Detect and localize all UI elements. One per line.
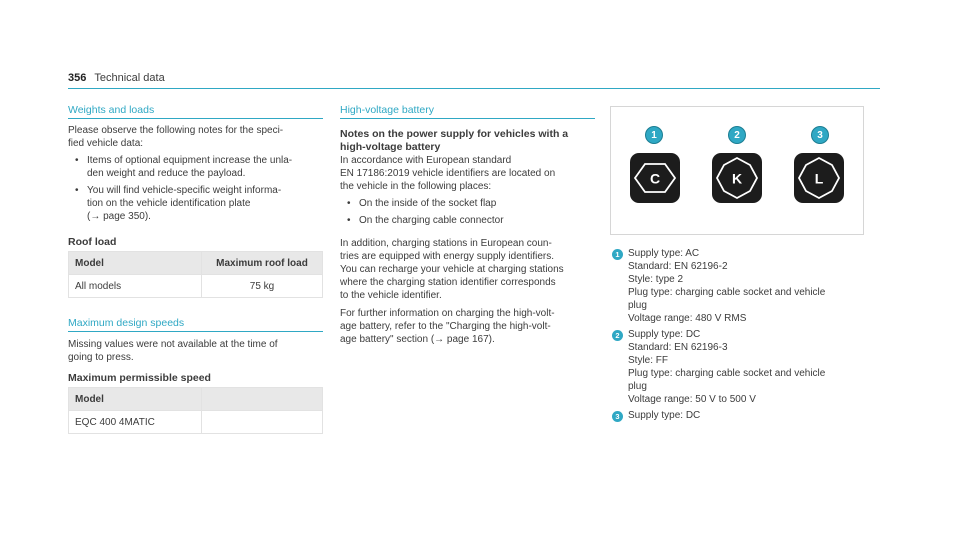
battery-sub-1: Notes on the power supply for vehicles with a — [340, 128, 569, 140]
battery-p2-2: tries are equipped with energy supply identifiers. — [340, 251, 555, 262]
legend-2-icon: 2 — [612, 330, 623, 341]
battery-bullet-2: • On the charging cable connector — [359, 215, 504, 228]
legend-2-line-4: Plug type: charging cable socket and vehicle — [628, 368, 826, 379]
roof-load-table — [68, 251, 323, 298]
roof-table-cell-model: All models — [69, 275, 202, 298]
weights-bullet-2-line-3[interactable]: (→ page 350). — [87, 211, 151, 222]
legend-1-line-4: Plug type: charging cable socket and vehicle — [628, 287, 826, 298]
battery-p1-1: In accordance with European standard — [340, 155, 512, 166]
legend-1-line-1: Supply type: AC — [628, 248, 700, 259]
header-divider — [68, 88, 880, 89]
page-header-title: Technical data — [94, 72, 165, 84]
identifier-k-letter: K — [731, 170, 743, 187]
battery-p2-1: In addition, charging stations in European coun- — [340, 238, 552, 249]
identifier-l-icon — [794, 153, 844, 203]
legend-2-line-2: Standard: EN 62196-3 — [628, 342, 728, 353]
battery-heading-line — [340, 118, 595, 119]
page-number: 356 — [68, 72, 87, 84]
max-speed-table — [68, 387, 323, 434]
weights-heading: Weights and loads — [68, 104, 155, 116]
legend-3-icon: 3 — [612, 411, 623, 422]
legend-2-line-3: Style: FF — [628, 355, 669, 366]
weights-intro-2: fied vehicle data: — [68, 138, 144, 149]
speeds-heading-line — [68, 331, 323, 332]
roof-load-heading: Roof load — [68, 236, 117, 248]
callout-1-icon: 1 — [645, 126, 663, 144]
callout-2-icon: 2 — [728, 126, 746, 144]
battery-bullet-1: • On the inside of the socket flap — [359, 198, 496, 211]
battery-p3-2: age battery, refer to the "Charging the high-volt- — [340, 321, 551, 332]
roof-table-cell-value: 75 kg — [202, 275, 323, 298]
identifier-c-letter: C — [649, 170, 661, 187]
legend-1-line-5: plug — [628, 300, 647, 311]
weights-bullet-2-line-2: tion on the vehicle identification plate — [87, 198, 251, 209]
legend-3-line-1: Supply type: DC — [628, 410, 701, 421]
legend-2-line-1: Supply type: DC — [628, 329, 701, 340]
battery-sub-2: high-voltage battery — [340, 141, 441, 153]
legend-1-icon: 1 — [612, 249, 623, 260]
legend-1-line-3: Style: type 2 — [628, 274, 684, 285]
weights-bullet-1-line-2: den weight and reduce the payload. — [87, 168, 246, 179]
battery-p3-1: For further information on charging the high-volt- — [340, 308, 555, 319]
identifier-k-icon — [712, 153, 762, 203]
battery-p2-3: You can recharge your vehicle at charging stations — [340, 264, 564, 275]
speeds-line-2: going to press. — [68, 352, 134, 363]
battery-heading: High-voltage battery — [340, 104, 434, 116]
battery-p2-5: to the vehicle identifier. — [340, 290, 442, 301]
weights-intro-1: Please observe the following notes for the speci- — [68, 125, 284, 136]
legend-2-line-5: plug — [628, 381, 647, 392]
speed-table-col-model: Model — [69, 388, 202, 411]
identifier-c-icon — [630, 153, 680, 203]
identifier-l-letter: L — [814, 170, 824, 187]
battery-p1-3: the vehicle in the following places: — [340, 181, 492, 192]
speeds-heading: Maximum design speeds — [68, 317, 185, 329]
speeds-line-1: Missing values were not available at the time of — [68, 339, 278, 350]
legend-1-line-2: Standard: EN 62196-2 — [628, 261, 728, 272]
page-header — [68, 72, 165, 84]
weights-bullet-2-line-1: • You will find vehicle-specific weight informa- — [87, 185, 281, 198]
battery-p1-2: EN 17186:2019 vehicle identifiers are located on — [340, 168, 556, 179]
weights-heading-line — [68, 118, 323, 119]
battery-p3-3[interactable]: age battery" section (→ page 167). — [340, 334, 495, 345]
callout-3-icon: 3 — [811, 126, 829, 144]
speed-table-cell-empty — [202, 411, 323, 434]
roof-table-col-max: Maximum roof load — [202, 252, 323, 275]
roof-table-col-model: Model — [69, 252, 202, 275]
max-speed-heading: Maximum permissible speed — [68, 372, 211, 384]
legend-2-line-6: Voltage range: 50 V to 500 V — [628, 394, 756, 405]
speed-table-cell-model: EQC 400 4MATIC — [69, 411, 202, 434]
weights-bullet-1-line-1: • Items of optional equipment increase the unla- — [87, 155, 292, 168]
battery-p2-4: where the charging station identifier corresponds — [340, 277, 556, 288]
legend-1-line-6: Voltage range: 480 V RMS — [628, 313, 747, 324]
charging-identifier-figure — [610, 106, 864, 235]
speed-table-col-empty — [202, 388, 323, 411]
